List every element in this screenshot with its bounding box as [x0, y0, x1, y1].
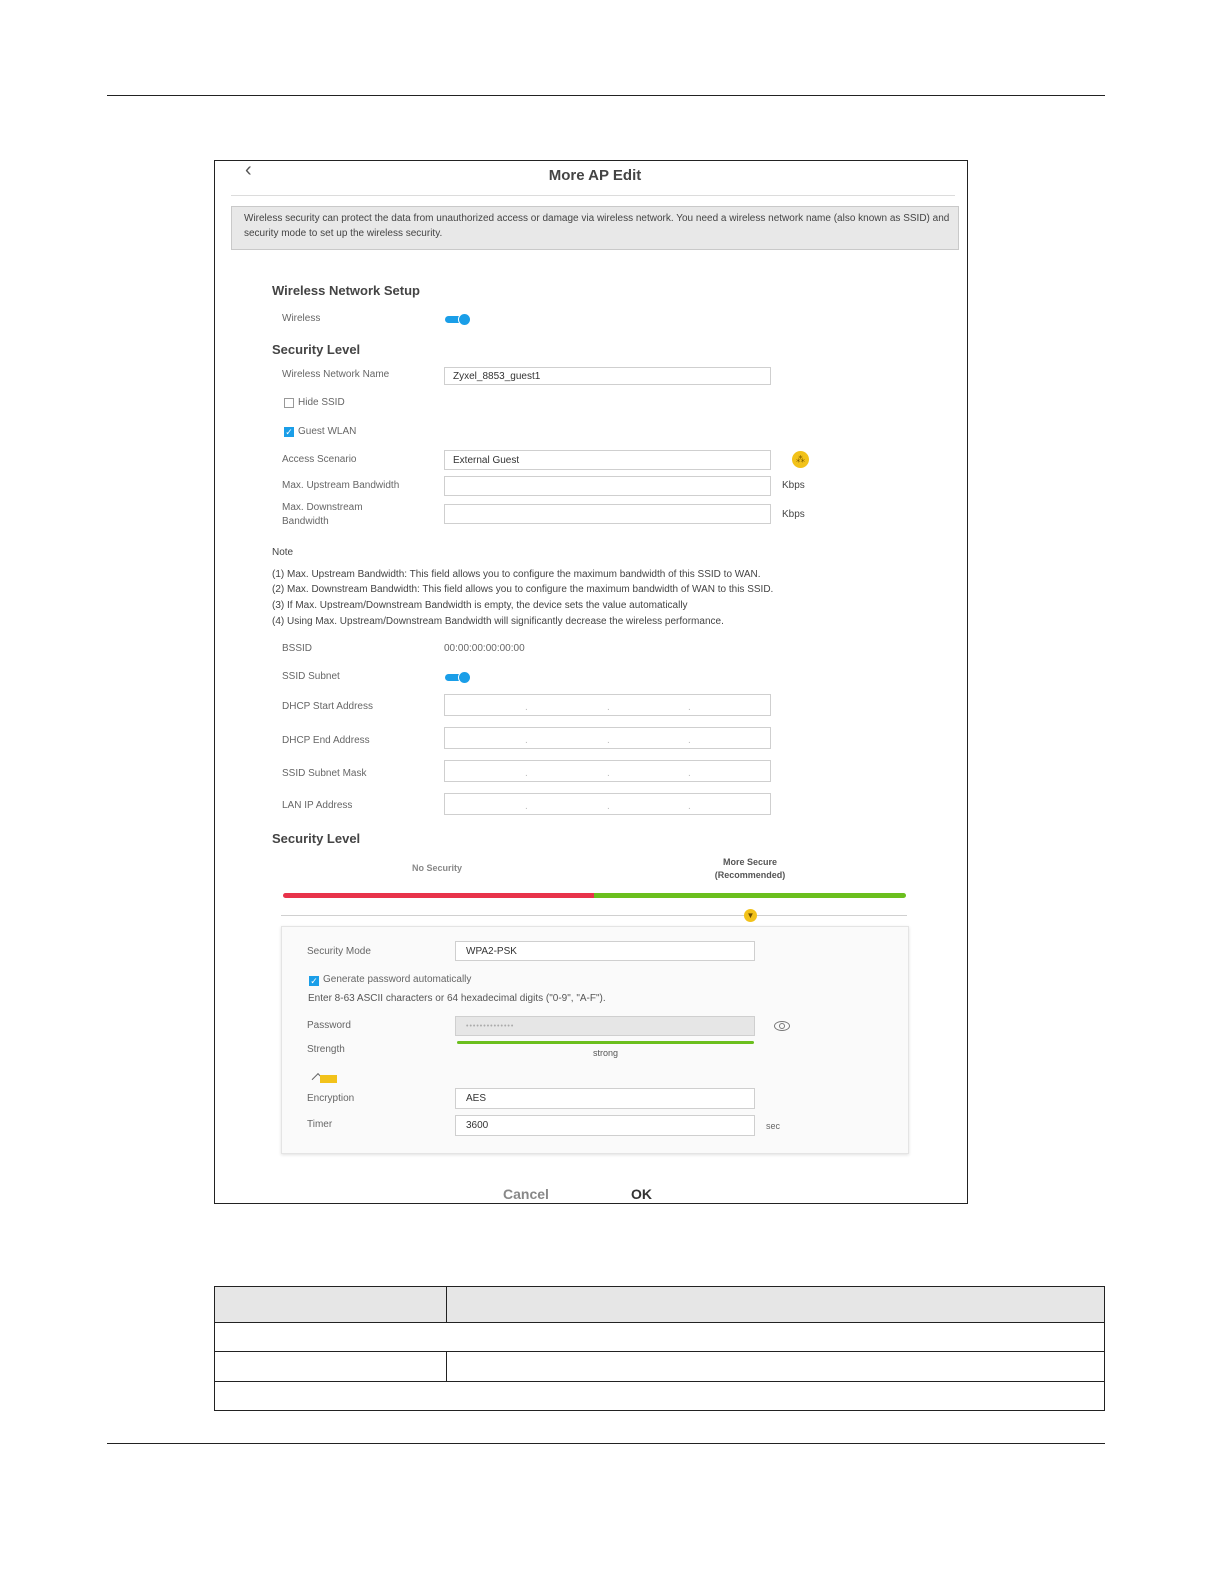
wireless-label: Wireless: [282, 313, 321, 324]
footer-rule: [107, 1443, 1105, 1444]
encryption-label: Encryption: [307, 1093, 355, 1104]
strength-bar: [457, 1041, 754, 1044]
table-header-cell: [215, 1287, 447, 1323]
password-hint: Enter 8-63 ASCII characters or 64 hexadecimal digits ("0-9", "A-F").: [308, 993, 606, 1004]
generate-password-label: Generate password automatically: [323, 974, 472, 985]
access-scenario-select[interactable]: External Guest: [444, 450, 771, 470]
access-scenario-label: Access Scenario: [282, 454, 357, 465]
guest-wlan-checkbox[interactable]: ✓: [285, 427, 293, 437]
header-rule: [107, 95, 1105, 96]
table-row: [215, 1352, 1105, 1382]
more-ap-edit-screenshot: [214, 160, 968, 1204]
wireless-network-setup-heading: Wireless Network Setup: [272, 283, 420, 298]
ok-button[interactable]: OK: [631, 1186, 652, 1202]
downstream-input[interactable]: [444, 504, 771, 524]
password-label: Password: [307, 1020, 351, 1031]
lan-ip-label: LAN IP Address: [282, 800, 353, 811]
title-divider: [231, 195, 955, 196]
security-mode-label: Security Mode: [307, 946, 371, 957]
security-level-heading-2: Security Level: [272, 831, 361, 846]
upstream-label: Max. Upstream Bandwidth: [282, 480, 400, 491]
note-line-1: (1) Max. Upstream Bandwidth: This field allows you to configure the maximum bandwidth of this SSID to WAN.: [272, 569, 761, 580]
cancel-button[interactable]: Cancel: [503, 1186, 549, 1202]
ssid-subnet-toggle[interactable]: [445, 671, 471, 683]
dialog-title: More AP Edit: [548, 167, 642, 184]
ssid-input[interactable]: Zyxel_8853_guest1: [444, 367, 771, 385]
security-level-heading: Security Level: [272, 342, 361, 357]
more-secure-label[interactable]: More Secure (Recommended): [714, 857, 786, 880]
no-security-label[interactable]: No Security: [412, 863, 463, 873]
upstream-input[interactable]: [444, 476, 771, 496]
strength-label: Strength: [307, 1044, 345, 1055]
cursor-icon: [312, 1071, 338, 1083]
upstream-unit: Kbps: [782, 480, 805, 491]
chevron-down-icon[interactable]: ▼: [744, 909, 757, 922]
security-mode-panel: [281, 926, 909, 1154]
bssid-label: BSSID: [282, 643, 313, 654]
eye-icon[interactable]: [774, 1021, 790, 1031]
downstream-unit: Kbps: [782, 509, 805, 520]
table-cell: [447, 1352, 1105, 1382]
downstream-label-line1: Max. Downstream: [282, 502, 363, 513]
table-header-cell: [447, 1287, 1105, 1323]
security-mode-select[interactable]: WPA2-PSK: [455, 941, 755, 961]
security-divider: [281, 915, 907, 916]
note-line-3: (3) If Max. Upstream/Downstream Bandwidth is empty, the device sets the value automatically: [272, 600, 688, 611]
dhcp-end-input[interactable]: . . .: [444, 727, 771, 749]
scenario-info-icon[interactable]: ⁂: [792, 451, 809, 468]
lan-ip-input[interactable]: . . .: [444, 793, 771, 815]
ssid-label: Wireless Network Name: [282, 369, 390, 380]
dhcp-start-input[interactable]: . . .: [444, 694, 771, 716]
back-arrow-icon[interactable]: ‹: [245, 160, 252, 181]
guest-wlan-label: Guest WLAN: [298, 426, 357, 437]
dhcp-start-label: DHCP Start Address: [282, 701, 373, 712]
ssid-subnet-label: SSID Subnet: [282, 671, 340, 682]
timer-input[interactable]: 3600: [455, 1115, 755, 1136]
generate-password-checkbox[interactable]: ✓: [310, 976, 318, 986]
security-bar-high[interactable]: [594, 893, 906, 898]
password-input[interactable]: ••••••••••••••: [455, 1016, 755, 1036]
table-section-cell: [215, 1323, 1105, 1352]
encryption-select[interactable]: AES: [455, 1088, 755, 1109]
downstream-label-line2: Bandwidth: [282, 516, 329, 527]
timer-unit: sec: [766, 1121, 781, 1131]
timer-label: Timer: [307, 1119, 333, 1130]
description-table: [214, 1286, 1105, 1411]
note-heading: Note: [272, 547, 294, 558]
hide-ssid-label: Hide SSID: [298, 397, 345, 408]
table-section-row: [215, 1323, 1105, 1352]
subnet-mask-input[interactable]: . . .: [444, 760, 771, 782]
table-cell: [215, 1352, 447, 1382]
table-section-cell: [215, 1382, 1105, 1411]
info-box: Wireless security can protect the data from unauthorized access or damage via wireless network. You need a wireless network name (also known as SSID) and security mode to set up the wireless security.: [231, 206, 959, 250]
subnet-mask-label: SSID Subnet Mask: [282, 768, 367, 779]
strength-value: strong: [592, 1048, 618, 1058]
security-bar-low[interactable]: [283, 893, 594, 898]
wireless-toggle[interactable]: [445, 313, 471, 325]
note-line-4: (4) Using Max. Upstream/Downstream Bandwidth will significantly decrease the wireless performance.: [272, 616, 724, 627]
dhcp-end-label: DHCP End Address: [282, 735, 370, 746]
table-header-row: [215, 1287, 1105, 1323]
hide-ssid-checkbox[interactable]: [284, 398, 294, 408]
note-line-2: (2) Max. Downstream Bandwidth: This field allows you to configure the maximum bandwidth of WAN to this SSID.: [272, 584, 774, 595]
bssid-value: 00:00:00:00:00:00: [444, 643, 525, 654]
table-section-row: [215, 1382, 1105, 1411]
